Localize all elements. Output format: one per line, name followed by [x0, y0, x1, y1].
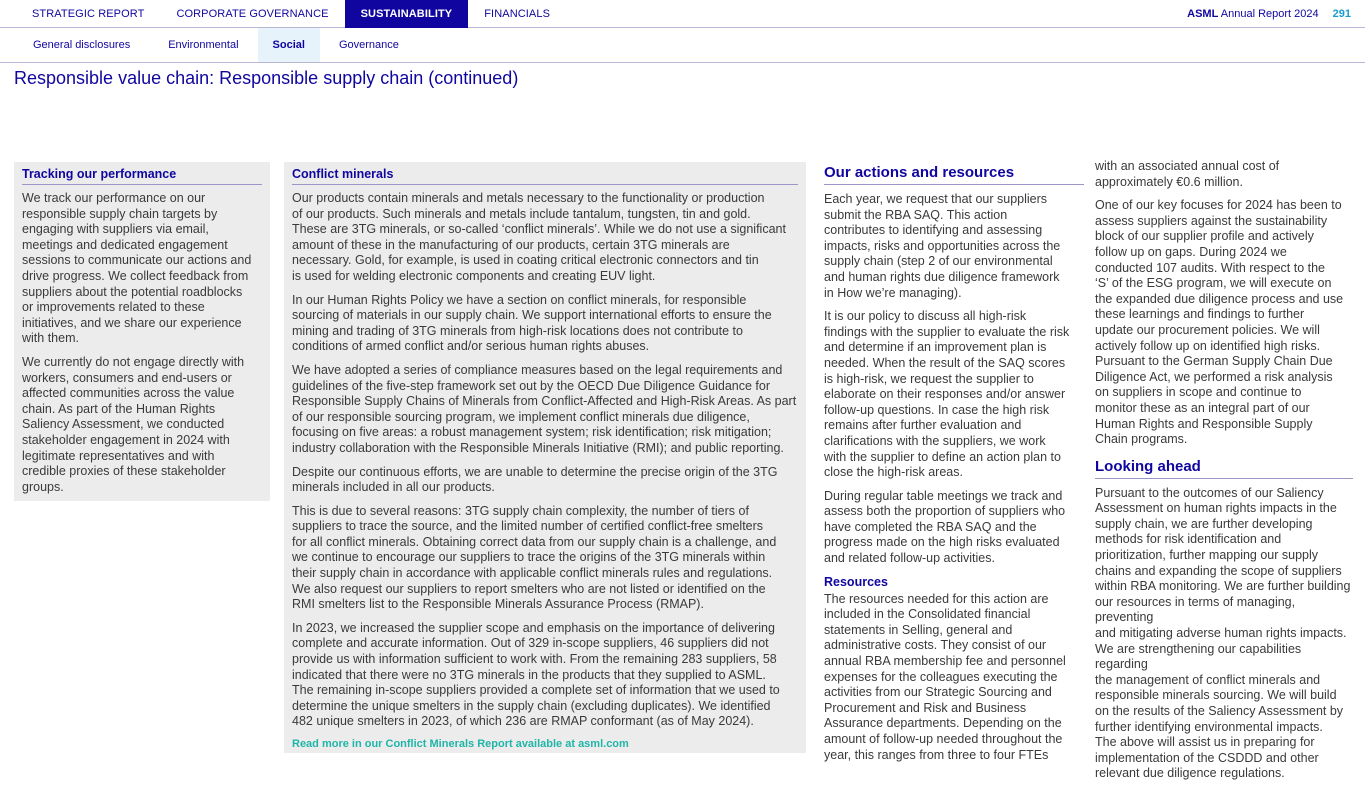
conflict-paragraph: In 2023, we increased the supplier scope and emphasis on the importance of delivering complete and accurate information. Out of 329 in-scope suppliers, 46 suppliers did not provide us with information sufficient to work with. From the remaining 283 suppliers, 58 indicated that there were no 3TG minerals in the products that they supplied to ASML. The remaining in-scope suppliers provided a complete set of information that we used to determine the unique smelters in the supply chain (excluding duplicates). We identified 482 unique smelters in 2023, of which 236 are RMAP conformant (as of May 2024).: [292, 620, 780, 729]
page-number: 291: [1332, 8, 1351, 20]
report-brand: [1187, 0, 1351, 28]
right-paragraph: One of our key focuses for 2024 has been to assess suppliers against the sustainability block of our supplier profile and actively follow up on gaps. During 2024 we conducted 107 audits. With respect to the ‘S’ of the ESG program, we will execute on the expanded due diligence process and use these learnings and findings to further update our procurement policies. We will actively follow up on identified high risks. Pursuant to the German Supply Chain Due Diligence Act, we performed a risk analysis on suppliers in scope and continue to monitor these as an integral part of our Human Rights and Responsible Supply Chain programs.: [1095, 198, 1344, 447]
actions-paragraph: During regular table meetings we track and assess both the proportion of suppliers who have completed the RBA SAQ and the progress made on the high risks evaluated and related follow-up activities.: [824, 488, 1066, 566]
conflict-paragraph: Our products contain minerals and metals necessary to the functionality or production of our products. Such minerals and metals include tantalum, tungsten, tin and gold. These are 3TG minerals, or so-called ‘conflict minerals’. While we do not use a significant amount of these in the manufacturing of our products, certain 3TG minerals are necessary. Gold, for example, is used in coating critical electronic connectors and tin is used for welding electronic components and creating EUV light.: [292, 191, 786, 283]
right-paragraph: with an associated annual cost of approximately €0.6 million.: [1095, 159, 1280, 189]
tab-strategic-report[interactable]: STRATEGIC REPORT: [32, 8, 145, 20]
tracking-paragraph: We track our performance on our responsible supply chain targets by engaging with suppliers via email, meetings and dedicated engagement sessions to communicate our actions and drive progress. We collect feedback from suppliers about the potential roadblocks or improvements related to these initiatives, and we share our experience with them.: [22, 191, 252, 346]
subtab-general-disclosures[interactable]: General disclosures: [33, 39, 131, 51]
looking-ahead-heading: Looking ahead: [1095, 456, 1353, 479]
brand-name: ASML: [1187, 8, 1219, 20]
conflict-paragraph: Despite our continuous efforts, we are unable to determine the precise origin of the 3TG minerals included in all our products.: [292, 464, 778, 495]
tab-financials[interactable]: FINANCIALS: [484, 8, 551, 20]
actions-paragraph: It is our policy to discuss all high-risk findings with the supplier to evaluate the risk and determine if an improvement plan is needed. When the result of the SAQ scores is high-risk, we request the supplier to elaborate on their responses and/or answer follow-up questions. In case the high risk remains after further evaluation and clarifications with the suppliers, we work with the supplier to define an action plan to close the high-risk areas.: [824, 309, 1070, 480]
report-name: Annual Report 2024: [1220, 8, 1319, 20]
conflict-minerals-box: [284, 162, 806, 753]
tracking-performance-box: [14, 162, 270, 501]
looking-ahead-paragraph: Pursuant to the outcomes of our Saliency Assessment on human rights impacts in the supply chain, we are further developing methods for risk identification and prioritization, further mapping our supply chains and expanding the scope of suppliers within RBA monitoring. We are further building our resources in terms of managing, preventing and mitigating adverse human rights impacts. We are strengthening our capabilities regarding the management of conflict minerals and responsible minerals sourcing. We will build on the results of the Saliency Assessment by further identifying environmental impacts. The above will assist us in preparing for implementation of the CSDDD and other relevant due diligence regulations.: [1095, 485, 1351, 781]
right-column: [1095, 159, 1353, 790]
actions-heading: Our actions and resources: [824, 162, 1084, 185]
actions-paragraph: Each year, we request that our suppliers submit the RBA SAQ. This action contributes to identifying and assessing impacts, risks and opportunities across the supply chain (step 2 of our environmental and human rights due diligence framework in How we’re managing).: [824, 192, 1061, 300]
conflict-minerals-report-link[interactable]: Read more in our Conflict Minerals Report available at asml.com: [292, 738, 629, 750]
page-title: Responsible value chain: Responsible supply chain (continued): [14, 68, 519, 88]
conflict-paragraph: This is due to several reasons: 3TG supply chain complexity, the number of tiers of suppliers to trace the source, and the limited number of certified conflict-free smelters for all conflict minerals. Obtaining correct data from our supply chain is a challenge, and we continue to encourage our suppliers to trace the origins of the 3TG minerals within their supply chain in accordance with applicable conflict minerals rules and regulations. We also request our suppliers to report smelters who are not listed or identified on the RMI smelters list to the Responsible Minerals Assurance Process (RMAP).: [292, 503, 777, 612]
tracking-heading: Tracking our performance: [22, 162, 262, 185]
subtab-social[interactable]: Social: [258, 28, 320, 62]
subtab-governance[interactable]: Governance: [338, 39, 399, 51]
subtab-environmental[interactable]: Environmental: [168, 39, 239, 51]
resources-heading: Resources: [824, 574, 888, 589]
actions-column: [824, 162, 1084, 771]
conflict-paragraph: We have adopted a series of compliance measures based on the legal requirements and guidelines of the five-step framework set out by the OECD Due Diligence Guidance for Responsible Supply Chains of Minerals from Conflict-Affected and High-Risk Areas. As part of our responsible sourcing program, we implement conflict minerals due diligence, focusing on five areas: a robust management system; risk identification; risk mitigation; industry collaboration with the Responsible Minerals Initiative (RMI); and public reporting.: [292, 362, 797, 455]
tracking-paragraph: We currently do not engage directly with workers, consumers and end-users or affected communities across the value chain. As part of the Human Rights Saliency Assessment, we conducted stakeholder engagement in 2024 with legitimate representatives and with credible proxies of these stakeholder groups.: [22, 354, 245, 494]
sub-nav: [0, 28, 1365, 63]
tab-corporate-governance[interactable]: CORPORATE GOVERNANCE: [176, 8, 329, 20]
resources-paragraph: The resources needed for this action are included in the Consolidated financial statements in Selling, general and administrative costs. They consist of our annual RBA membership fee and personnel expenses for the colleagues executing the activities from our Strategic Sourcing and Procurement and Risk and Business Assurance departments. Depending on the amount of follow-up needed throughout the year, this ranges from three to four FTEs: [824, 591, 1066, 762]
conflict-paragraph: In our Human Rights Policy we have a section on conflict minerals, for responsible sourcing of materials in our supply chain. We support international efforts to ensure the mining and trading of 3TG minerals from high-risk locations does not contribute to conditions of armed conflict and/or serious human rights abuses.: [292, 292, 772, 354]
conflict-heading: Conflict minerals: [292, 162, 798, 185]
top-nav: [0, 0, 1365, 28]
tab-sustainability[interactable]: SUSTAINABILITY: [345, 0, 469, 28]
